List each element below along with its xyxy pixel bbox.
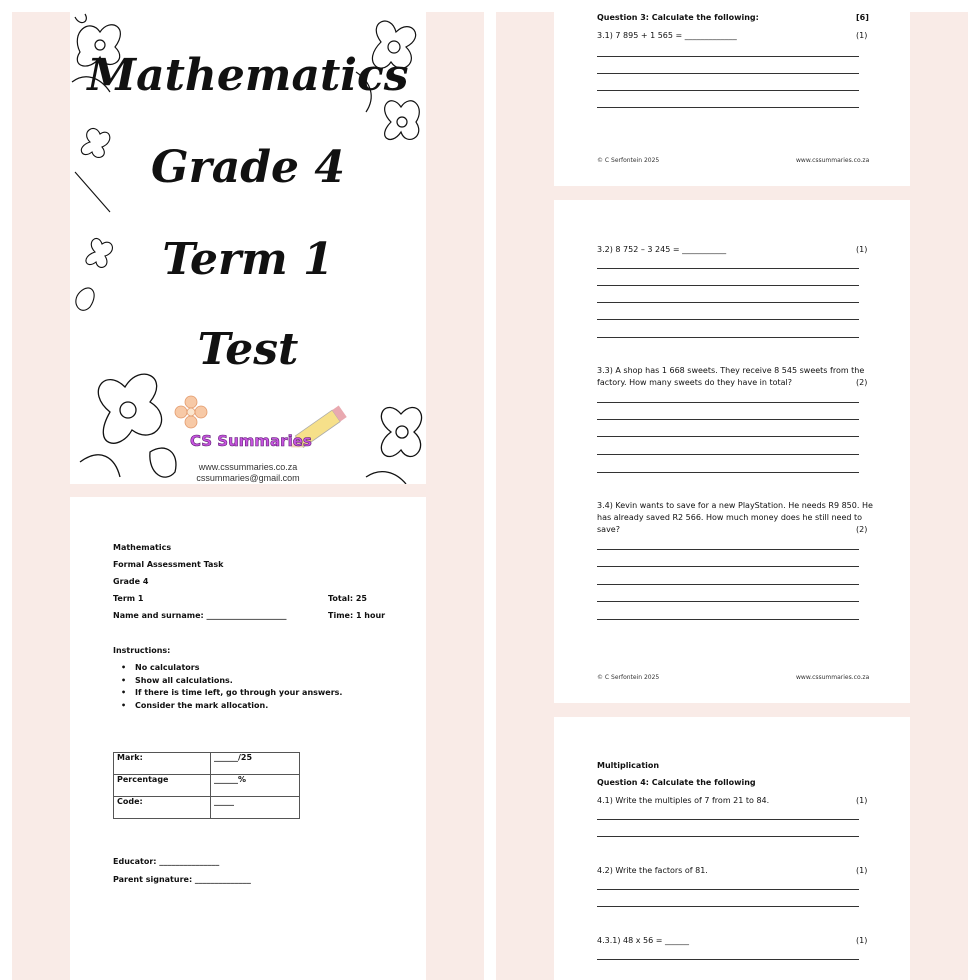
answer-line [597,584,859,585]
question-3-total-marks: [6] [856,13,869,22]
answer-line [597,90,859,91]
table-row [114,753,300,775]
cover-title-line-2: Grade 4 [151,142,345,193]
task-label: Formal Assessment Task [113,560,224,569]
question-4-3-1-marks: (1) [856,936,868,945]
question-3-4-line-1: 3.4) Kevin wants to save for a new PlayStation. He needs R9 850. He [597,501,873,510]
total-label: Total: 25 [328,594,367,603]
instruction-item: • Show all calculations. [113,675,342,688]
table-row [114,797,300,819]
code-value: _____ [211,797,300,819]
question-3-4-line-2: has already saved R2 566. How much money does he still need to [597,513,863,522]
info-page [70,497,426,980]
question-3-1-marks: (1) [856,31,868,40]
answer-line [597,566,859,567]
answer-line [597,601,859,602]
mark-label: Mark: [114,753,211,775]
term-label: Term 1 [113,594,144,603]
time-label: Time: 1 hour [328,611,386,620]
instructions-heading: Instructions: [113,646,171,655]
answer-line [597,419,859,420]
cover-website: www.cssummaries.co.za [198,462,298,472]
answer-line [597,959,859,960]
instruction-item: • No calculators [113,662,342,675]
question-4-3-1: 4.3.1) 48 x 56 = ______ [597,936,689,945]
cover-page [70,12,426,484]
question-3-3-line-1: 3.3) A shop has 1 668 sweets. They receive 8 545 sweets from the [597,366,865,375]
footer-website: www.cssummaries.co.za [796,157,870,164]
answer-line [597,836,859,837]
answer-line [597,56,859,57]
educator-label: Educator: _______________ [113,857,220,866]
question-4-2: 4.2) Write the factors of 81. [597,866,708,875]
percentage-label: Percentage [114,775,211,797]
question-3-1: 3.1) 7 895 + 1 565 = _____________ [597,31,737,40]
answer-line [597,819,859,820]
answer-line [597,889,859,890]
mark-value: ______/25 [211,753,300,775]
answer-line [597,268,859,269]
footer-copyright: © C Serfontein 2025 [597,674,660,681]
question-3-3-line-2: factory. How many sweets do they have in total? [597,378,793,387]
instruction-item: • Consider the mark allocation. [113,700,342,713]
answer-line [597,454,859,455]
question-4-1-marks: (1) [856,796,868,805]
brand-logo-text: CS Summaries [190,432,312,450]
cover-title-line-4: Test [197,324,299,375]
percentage-value: ______% [211,775,300,797]
answer-line [597,549,859,550]
answer-line [597,107,859,108]
answer-line [597,285,859,286]
instructions-list [113,662,342,712]
marks-table [113,752,300,819]
question-3-4-marks: (2) [856,525,868,534]
answer-line [597,337,859,338]
question-4-heading: Question 4: Calculate the following [597,778,756,787]
question-3-4-line-3: save? [597,525,620,534]
answer-line [597,319,859,320]
question-4-page [554,717,910,980]
subject-label: Mathematics [113,543,172,552]
footer-copyright: © C Serfontein 2025 [597,157,660,164]
question-4-1: 4.1) Write the multiples of 7 from 21 to 84. [597,796,770,805]
table-row [114,775,300,797]
footer-website: www.cssummaries.co.za [796,674,870,681]
cover-email: cssummaries@gmail.com [196,473,300,483]
doodle-flower-icon [173,394,209,430]
question-4-2-marks: (1) [856,866,868,875]
cover-title-line-1: Mathematics [87,50,409,101]
answer-line [597,402,859,403]
grade-label: Grade 4 [113,577,149,586]
answer-line [597,906,859,907]
question-3-page-b [554,200,910,703]
question-3-2-marks: (1) [856,245,868,254]
cover-title-line-3: Term 1 [162,234,334,285]
question-3-2: 3.2) 8 752 – 3 245 = ___________ [597,245,727,254]
instruction-item: • If there is time left, go through your answers. [113,687,342,700]
question-3-heading: Question 3: Calculate the following: [597,13,759,22]
parent-signature-label: Parent signature: ______________ [113,875,251,884]
code-label: Code: [114,797,211,819]
section-multiplication-heading: Multiplication [597,761,660,770]
answer-line [597,472,859,473]
answer-line [597,436,859,437]
answer-line [597,619,859,620]
name-field-label: Name and surname: ____________________ [113,611,287,620]
question-3-page-a [554,0,910,186]
question-3-3-marks: (2) [856,378,868,387]
answer-line [597,302,859,303]
answer-line [597,73,859,74]
